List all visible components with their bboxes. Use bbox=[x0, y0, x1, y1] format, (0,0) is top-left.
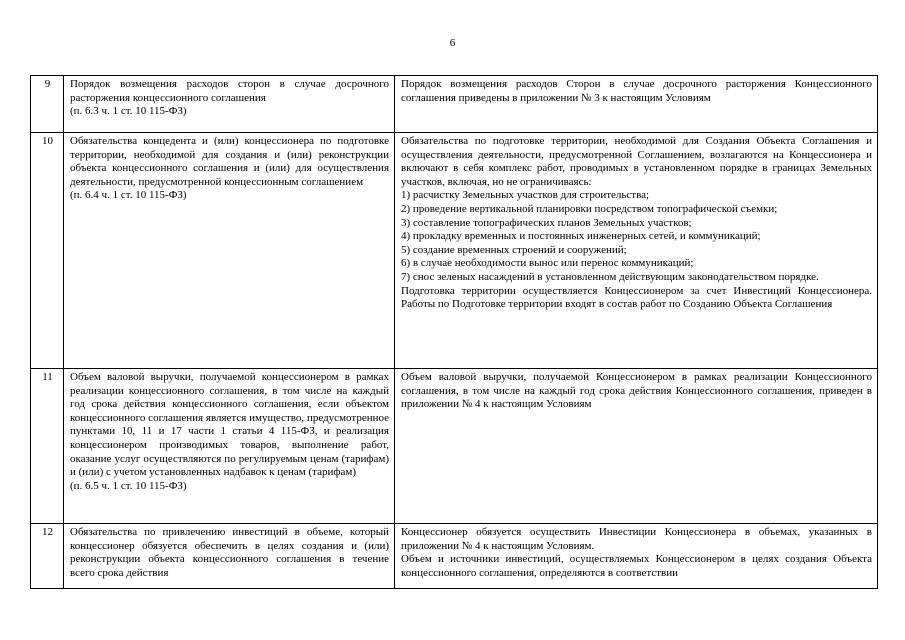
row-number: 9 bbox=[31, 76, 64, 133]
condition-cell bbox=[395, 133, 878, 369]
condition-list-item: 1) расчистку Земельных участков для строительства; bbox=[401, 189, 650, 202]
page-number: 6 bbox=[449, 37, 456, 49]
condition-cell bbox=[395, 524, 878, 589]
condition-list-item: 5) создание временных строений и сооружений; bbox=[401, 243, 627, 256]
requirement-text: Обязательства концедента и (или) концессионера по подготовке территории, необходимой для создания и (или) реконструкции объекта концессионного соглашения и (или) для осуществления деятельности, предусмотренной концессионным соглашением (п. 6.4 ч. 1 ст. 10 115-ФЗ) bbox=[70, 135, 389, 202]
requirement-cell bbox=[64, 76, 395, 133]
condition-list-item: 7) снос зеленых насаждений в установленном действующим законодательством порядке. bbox=[401, 270, 819, 283]
requirement-cell bbox=[64, 369, 395, 524]
condition-text: Концессионер обязуется осуществить Инвестиции Концессионера в объемах, указанных в приложении № 4 к настоящим Условиям. bbox=[401, 526, 872, 552]
row-number: 12 bbox=[31, 524, 64, 589]
row-number: 10 bbox=[31, 133, 64, 369]
condition-text: Объем валовой выручки, получаемой Концессионером в рамках реализации Концессионного соглашения, в том числе на каждый год срока действия Концессионного соглашения, приведен в приложении № 4 к настоящим Условиям bbox=[401, 371, 872, 411]
row-number: 11 bbox=[31, 369, 64, 524]
condition-cell bbox=[395, 76, 878, 133]
condition-list-item: 2) проведение вертикальной планировки посредством топографической съемки; bbox=[401, 202, 778, 215]
condition-text: Порядок возмещения расходов Сторон в случае досрочного расторжения Концессионного соглашения приведены в приложении № 3 к настоящим Условиям bbox=[401, 78, 872, 104]
table-row bbox=[31, 76, 878, 133]
condition-text: Обязательства по подготовке территории, необходимой для Создания Объекта Соглашения и осуществления деятельности, предусмотренной Соглашением, возлагаются на Концессионера и включают в себя комплекс работ, проводимых в установленном порядке в границах Земельных участков, включая, но не ограничиваясь: bbox=[401, 135, 872, 188]
table-row bbox=[31, 133, 878, 369]
condition-list-item: 6) в случае необходимости вынос или перенос коммуникаций; bbox=[401, 257, 694, 270]
requirement-text: Обязательства по привлечению инвестиций в объеме, который концессионер обязуется обеспечить в целях создания и (или) реконструкции объекта концессионного соглашения в течение всего срока действия bbox=[70, 526, 389, 579]
requirement-cell bbox=[64, 133, 395, 369]
requirement-text: Порядок возмещения расходов сторон в случае досрочного расторжения концессионного соглашения (п. 6.3 ч. 1 ст. 10 115-ФЗ) bbox=[70, 78, 389, 118]
table-row bbox=[31, 524, 878, 589]
condition-cell bbox=[395, 369, 878, 524]
condition-text: Подготовка территории осуществляется Концессионером за счет Инвестиций Концессионера. Работы по Подготовке территории входят в состав работ по Созданию Объекта Соглашения bbox=[401, 284, 872, 311]
condition-list-item: 3) составление топографических планов Земельных участков; bbox=[401, 216, 692, 229]
condition-text: Объем и источники инвестиций, осуществляемых Концессионером в целях создания Объекта концессионного соглашения, определяются в соответствии bbox=[401, 553, 872, 579]
requirement-cell bbox=[64, 524, 395, 589]
condition-list-item: 4) прокладку временных и постоянных инженерных сетей, и коммуникаций; bbox=[401, 230, 761, 243]
conditions-table bbox=[30, 75, 878, 589]
requirement-text: Объем валовой выручки, получаемой концессионером в рамках реализации концессионного соглашения, в том числе на каждый год срока действия концессионного соглашения, если объектом концессионного соглашения является имущество, предусмотренное пунктами 10, 11 и 17 части 1 статьи 4 115-ФЗ, и реализация концессионером производимых товаров, выполнение работ, оказание услуг осуществляются по регулируемым ценам (тарифам) и (или) с учетом установленных надбавок к ценам (тарифам) (п. 6.5 ч. 1 ст. 10 115-ФЗ) bbox=[70, 371, 389, 492]
table-row bbox=[31, 369, 878, 524]
